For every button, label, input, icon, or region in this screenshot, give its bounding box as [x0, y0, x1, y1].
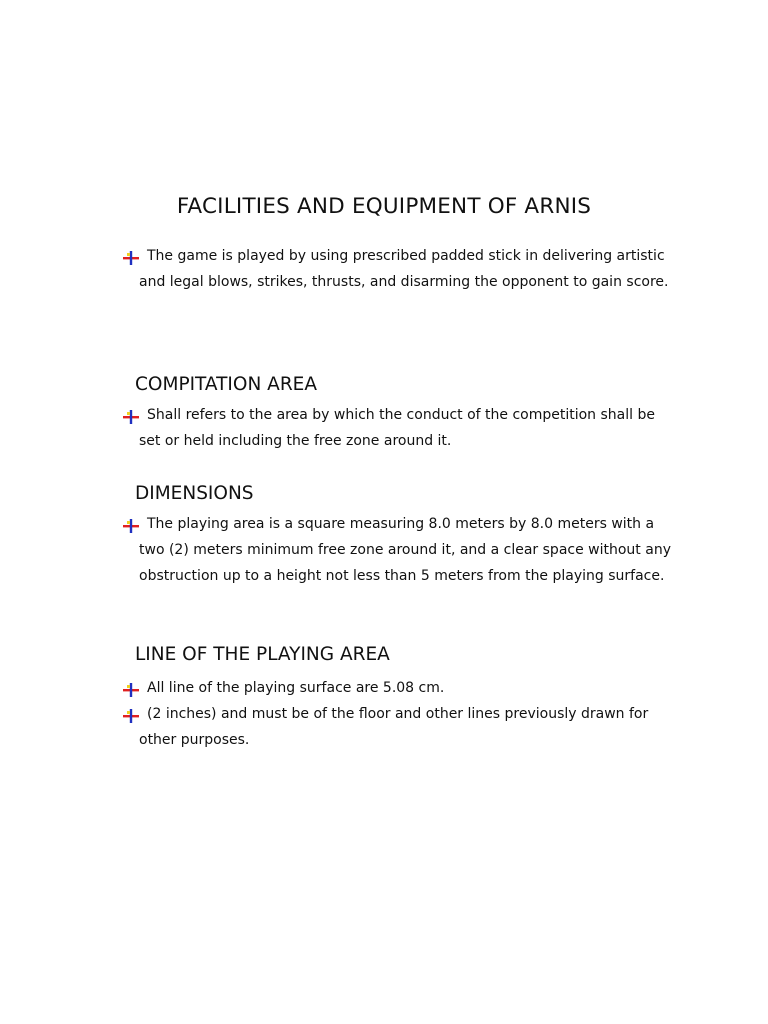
line-width-text: All line of the playing surface are 5.08 cm. [147, 680, 445, 696]
section-heading-line-of-playing-area: LINE OF THE PLAYING AREA [135, 644, 390, 665]
pushpin-arrow-icon [121, 518, 141, 534]
line-inches-text: (2 inches) and must be of the floor and other lines previously drawn for other purposes. [139, 706, 649, 748]
section-heading-dimensions: DIMENSIONS [135, 483, 254, 504]
list-item-intro [121, 243, 681, 295]
list-item-line-width [121, 675, 681, 701]
pushpin-arrow-icon [121, 708, 141, 724]
pushpin-arrow-icon [121, 682, 141, 698]
intro-text: The game is played by using prescribed padded stick in delivering artistic and legal blows, strikes, thrusts, and disarming the opponent to gain score. [139, 248, 669, 290]
dimensions-text: The playing area is a square measuring 8.0 meters by 8.0 meters with a two (2) meters minimum free zone around it, and a clear space without any obstruction up to a height not less than 5 meters from the playing surface. [139, 516, 671, 584]
page-title: FACILITIES AND EQUIPMENT OF ARNIS [176, 194, 592, 219]
pushpin-arrow-icon [121, 409, 141, 425]
list-item-line-inches [121, 701, 681, 753]
list-item-dimensions [121, 511, 681, 589]
section-heading-competition-area: COMPITATION AREA [135, 374, 318, 395]
list-item-competition-area [121, 402, 681, 454]
pushpin-arrow-icon [121, 250, 141, 266]
competition-area-text: Shall refers to the area by which the conduct of the competition shall be set or held including the free zone around it. [139, 407, 655, 449]
